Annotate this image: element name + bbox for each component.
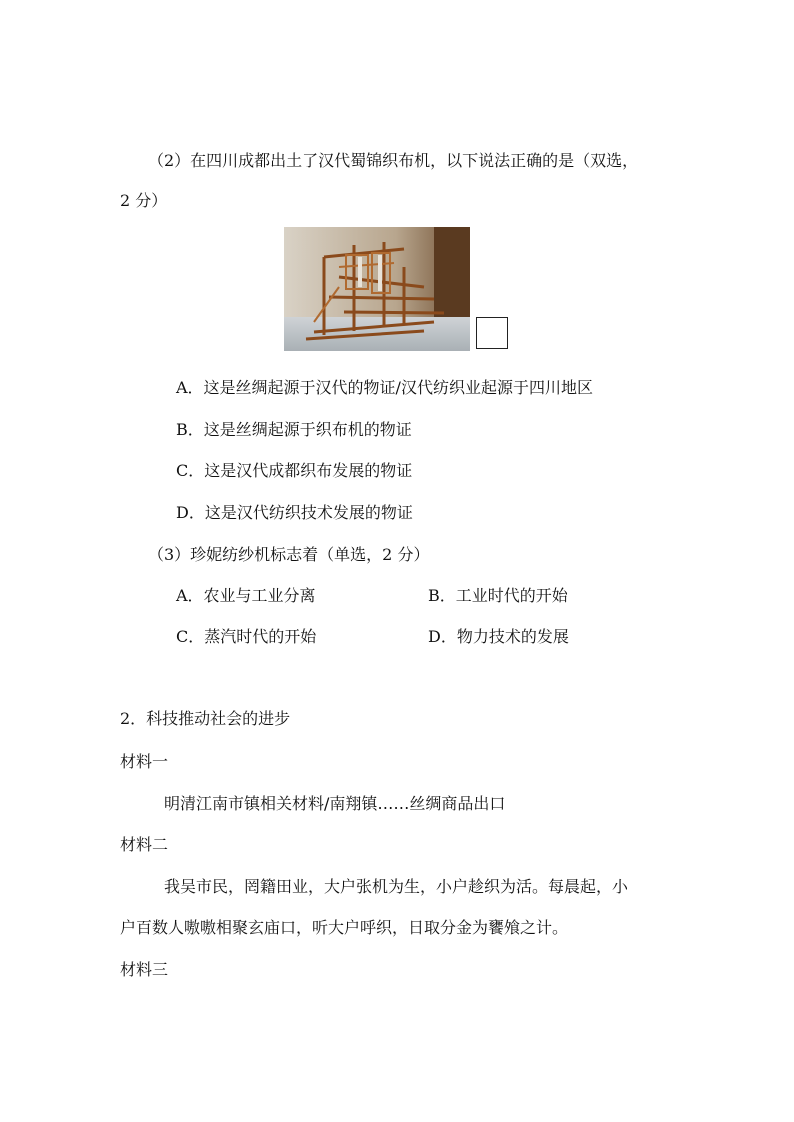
q2-option-b: B．这是丝绸起源于织布机的物证 xyxy=(176,420,412,439)
q2-option-a: A．这是丝绸起源于汉代的物证/汉代纺织业起源于四川地区 xyxy=(176,378,593,397)
q2-option-d: D．这是汉代纺织技术发展的物证 xyxy=(176,503,413,522)
q3-option-c: C．蒸汽时代的开始 xyxy=(176,627,317,646)
material1-text: 明清江南市镇相关材料/南翔镇……丝绸商品出口 xyxy=(164,794,506,813)
q3-option-b: B．工业时代的开始 xyxy=(428,586,568,605)
q2-stem-line2: 2 分） xyxy=(120,191,168,210)
material2-label: 材料二 xyxy=(120,835,169,854)
material1-label: 材料一 xyxy=(120,752,169,771)
q3-option-a: A．农业与工业分离 xyxy=(176,586,316,605)
material3-label: 材料三 xyxy=(120,960,169,979)
answer-box[interactable] xyxy=(476,317,508,349)
material2-text-line1: 我吴市民，罔籍田业，大户张机为生，小户趁织为活。每晨起，小 xyxy=(164,877,629,896)
q3-option-d: D．物力技术的发展 xyxy=(428,627,569,646)
q2-option-c: C．这是汉代成都织布发展的物证 xyxy=(176,461,413,480)
section2-title: 2．科技推动社会的进步 xyxy=(120,709,291,728)
q3-stem: （3）珍妮纺纱机标志着（单选，2 分） xyxy=(148,545,430,564)
loom-photo xyxy=(284,227,470,351)
q2-stem-line1: （2）在四川成都出土了汉代蜀锦织布机，以下说法正确的是（双选， xyxy=(148,151,639,170)
material2-text-line2: 户百数人嗷嗷相聚玄庙口，听大户呼织，日取分金为饔飧之计。 xyxy=(120,918,569,937)
